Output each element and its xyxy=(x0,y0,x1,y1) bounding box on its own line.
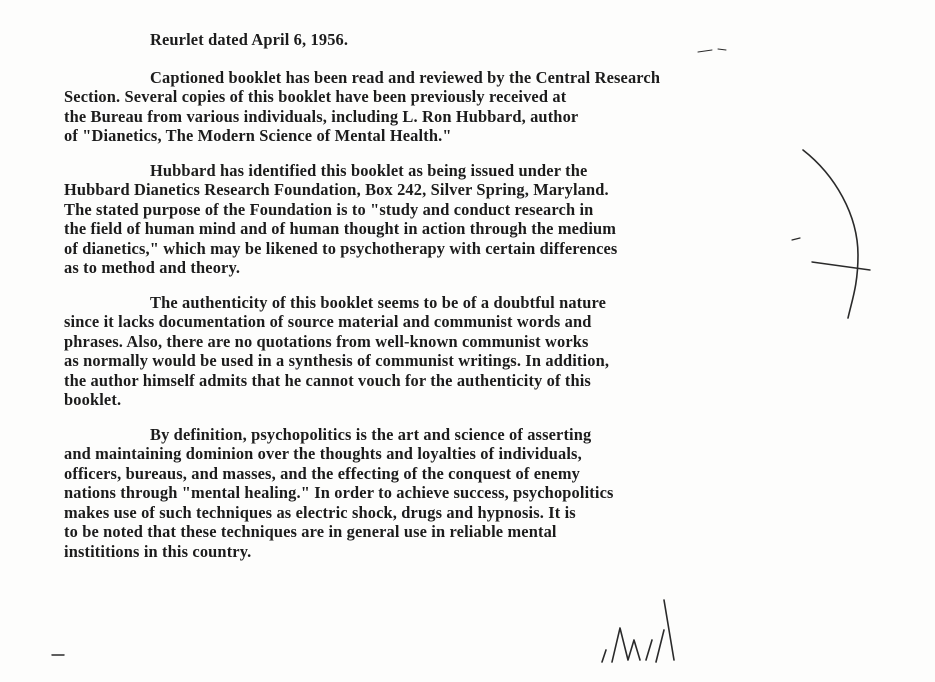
memo-body xyxy=(64,30,854,561)
paragraph-line: booklet. xyxy=(64,390,122,409)
paragraph-line: the author himself admits that he cannot vouch for the authenticity of this xyxy=(64,370,591,390)
paragraph-line: Section. Several copies of this booklet have been previously received at xyxy=(64,87,567,106)
paragraph-line: as to method and theory. xyxy=(64,258,241,277)
paragraph-line: to be noted that these techniques are in general use in reliable mental xyxy=(64,522,557,541)
paragraph-4 xyxy=(64,425,854,562)
paragraph-line: Hubbard has identified this booklet as being issued under the xyxy=(150,160,588,180)
paragraph-line: the field of human mind and of human thought in action through the medium xyxy=(64,219,617,238)
paragraph-3 xyxy=(64,293,854,410)
paragraph-line: Hubbard Dianetics Research Foundation, Box 242, Silver Spring, Maryland. xyxy=(64,180,609,199)
paragraph-line: since it lacks documentation of source material and communist words and xyxy=(64,312,592,331)
initials-signature xyxy=(602,600,674,662)
paragraph-line: By definition, psychopolitics is the art and science of asserting xyxy=(150,424,592,444)
paragraph-line: the Bureau from various individuals, including L. Ron Hubbard, author xyxy=(64,106,579,126)
paragraph-line: of "Dianetics, The Modern Science of Mental Health." xyxy=(64,126,452,145)
paragraph-line: makes use of such techniques as electric shock, drugs and hypnosis. It is xyxy=(64,502,576,522)
paragraph-line: Captioned booklet has been read and reviewed by the Central Research xyxy=(150,67,661,87)
paragraph-line: The authenticity of this booklet seems to be of a doubtful nature xyxy=(150,292,607,312)
paragraph-line: and maintaining dominion over the thoughts and loyalties of individuals, xyxy=(64,444,582,463)
paragraph-line: as normally would be used in a synthesis of communist writings. In addition, xyxy=(64,351,610,370)
paragraph-line: phrases. Also, there are no quotations from well-known communist works xyxy=(64,331,589,351)
paragraph-line: The stated purpose of the Foundation is to "study and conduct research in xyxy=(64,199,594,219)
paragraph-line: of dianetics," which may be likened to psychotherapy with certain differences xyxy=(64,238,618,258)
paragraph-line: nations through "mental healing." In order to achieve success, psychopolitics xyxy=(64,483,614,502)
reference-line: Reurlet dated April 6, 1956. xyxy=(150,30,349,49)
paragraph-line: instititions in this country. xyxy=(64,541,252,561)
paragraph-line: officers, bureaus, and masses, and the effecting of the conquest of enemy xyxy=(64,463,580,483)
paragraph-2 xyxy=(64,161,854,278)
paragraph-1 xyxy=(64,68,854,146)
